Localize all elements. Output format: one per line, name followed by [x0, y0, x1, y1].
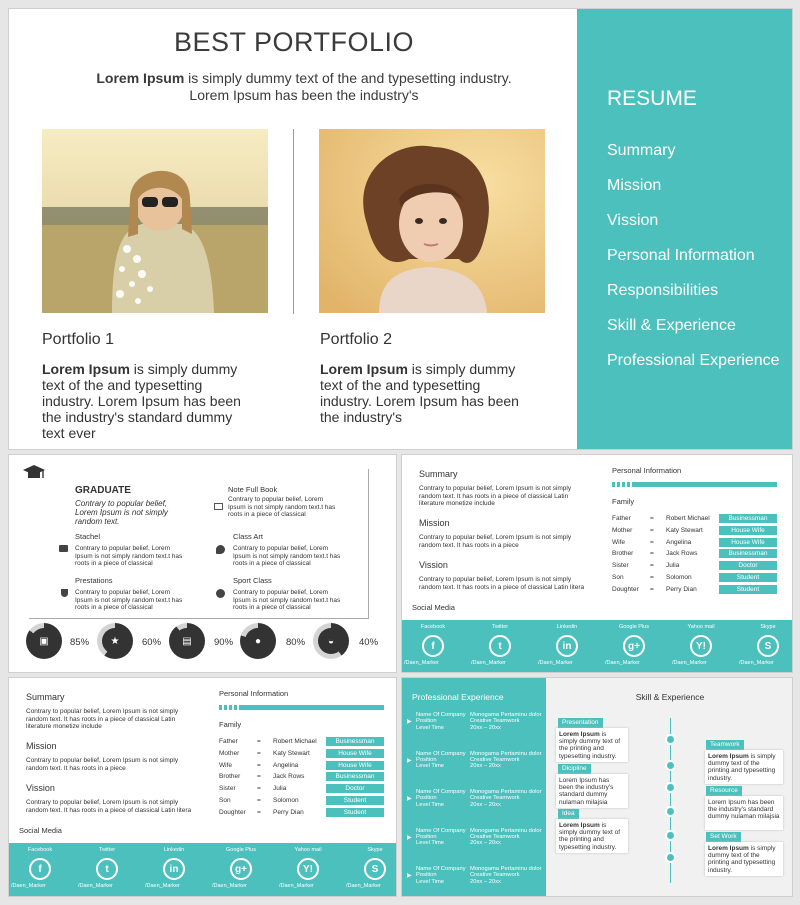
- family-eq: =: [257, 738, 261, 745]
- facebook-icon: f: [29, 858, 51, 880]
- entry-label-position: Position: [416, 872, 437, 879]
- family-relation: Sister: [219, 785, 236, 793]
- timeline-dot: [665, 806, 676, 817]
- entry-values: [470, 789, 546, 808]
- personal-info-title: Personal Information: [219, 689, 289, 698]
- family-relation: Sister: [612, 562, 629, 570]
- skill-card-bold: Lorem Ipsum: [708, 753, 749, 760]
- entry-label-time: Level Time: [416, 878, 445, 885]
- resume-title: RESUME: [607, 87, 697, 110]
- skype-icon: S: [757, 635, 779, 657]
- skill-card: [705, 842, 783, 876]
- entry-time: 20xx – 20xx: [470, 840, 501, 847]
- family-role-badge: Student: [719, 573, 777, 582]
- family-eq: =: [650, 526, 654, 534]
- entry-company: Monogama Pertaminu dolor: [470, 712, 542, 718]
- stat-palette-label: 80%: [286, 637, 306, 648]
- social-twitter[interactable]: [471, 624, 525, 666]
- resume-item-mission[interactable]: Mission: [607, 177, 662, 194]
- family-name: Katy Stewart: [273, 749, 310, 757]
- social-handle: /Daen_Marker: [605, 660, 640, 666]
- skill-tag: Presentation: [558, 718, 603, 728]
- subtitle-line2: Lorem Ipsum has been the industry's: [189, 87, 419, 103]
- entry-label-position: Position: [416, 756, 437, 763]
- book-icon: ▤: [174, 628, 200, 654]
- family-role-badge: House Wife: [326, 761, 384, 770]
- twitter-icon: t: [489, 635, 511, 657]
- entry-label-time: Level Time: [416, 763, 445, 770]
- social-name: Yahoo mail: [294, 847, 322, 853]
- family-name: Solomon: [666, 574, 692, 581]
- family-role-badge: House Wife: [326, 749, 384, 758]
- social-handle: /Daen_Marker: [279, 883, 314, 889]
- portfolio-1-photo: [42, 129, 268, 313]
- social-name: Yahoo mail: [687, 624, 715, 630]
- portfolio-1-body: is simply dummy text of the and typesetting industry. Lorem Ipsum has been the industry's standard dummy text ever: [42, 361, 241, 441]
- stat-book-label: 90%: [214, 637, 234, 648]
- family-name: Jack Rows: [666, 550, 698, 558]
- briefcase-icon: [59, 545, 68, 552]
- family-relation: Brother: [612, 550, 634, 558]
- palette-icon: [216, 545, 225, 554]
- family-eq: =: [650, 585, 654, 593]
- experience-slide: [401, 677, 793, 897]
- entry-arrow-icon: ▶: [407, 719, 412, 725]
- skill-card-text: is simply dummy text of the printing and typesetting industry.: [559, 822, 621, 851]
- timeline-dot: [665, 852, 676, 863]
- class-art-title: Class Art: [233, 532, 264, 541]
- timeline-dot: [665, 734, 676, 745]
- resume-item-skill-experience[interactable]: Skill & Experience: [607, 317, 736, 334]
- entry-labels: [416, 712, 472, 731]
- professional-title: Professional Experience: [412, 692, 504, 702]
- entry-time: 20xx – 20xx: [470, 763, 501, 770]
- family-eq: =: [257, 808, 261, 816]
- mission-title: Mission: [419, 518, 450, 528]
- entry-label-position: Position: [416, 833, 437, 840]
- entry-labels: [416, 828, 472, 847]
- trophy-icon: ★: [102, 628, 128, 654]
- prestations-text: Contrary to popular belief, Lorem Ipsum is not simply random text.t has roots in a piece of classical: [75, 589, 183, 611]
- skill-card: [556, 728, 628, 762]
- social-google-plus[interactable]: [212, 847, 266, 889]
- family-eq: =: [650, 550, 654, 558]
- resume-item-professional-experience[interactable]: Professional Experience: [607, 352, 780, 369]
- family-eq: =: [257, 797, 261, 804]
- social-linkedin[interactable]: [538, 624, 592, 666]
- ball-icon: [216, 589, 225, 598]
- entry-company: Monogama Pertaminu dolor: [470, 827, 542, 834]
- social-name: Google Plus: [619, 624, 649, 630]
- portfolio-divider: [293, 129, 294, 314]
- vission-title: Vission: [419, 560, 448, 570]
- resume-item-personal-information[interactable]: Personal Information: [607, 247, 755, 264]
- skill-tag: Idea: [558, 809, 579, 819]
- vission-text: Contrary to popular belief, Lorem Ipsum is not simply random text. It has roots in a piece of classical Latin litera: [419, 576, 585, 591]
- stat-trophy: [97, 623, 133, 659]
- entry-values: [470, 828, 546, 847]
- graduate-quote: Contrary to popular belief, Lorem Ipsum is not simply random text.: [75, 499, 168, 526]
- family-eq: =: [257, 785, 261, 793]
- social-handle: /Daen_Marker: [346, 883, 381, 889]
- skype-icon: S: [364, 858, 386, 880]
- stat-briefcase: [26, 623, 62, 659]
- subtitle-bold: Lorem Ipsum: [96, 70, 185, 86]
- skill-panel: [546, 678, 793, 897]
- class-art-text: Contrary to popular belief, Lorem Ipsum is not simply random text.t has roots in a piece of classical: [233, 545, 341, 567]
- family-role-badge: Businessman: [326, 737, 384, 746]
- skill-card: [705, 750, 783, 784]
- family-relation: Mother: [612, 526, 633, 534]
- family-relation: Doughter: [612, 585, 639, 593]
- social-skype[interactable]: [739, 624, 793, 666]
- summary-text: Contrary to popular belief, Lorem Ipsum is not simply random text. It has roots in a piece of classical Latin literature monetize include: [419, 485, 572, 507]
- skill-card: [705, 796, 783, 830]
- skill-card-bold: Lorem Ipsum: [708, 845, 749, 852]
- social-facebook[interactable]: [404, 624, 458, 666]
- family-eq: =: [257, 773, 261, 781]
- note-book-text: Contrary to popular belief, Lorem Ipsum is not simply random text.t has roots in a piece of classical: [228, 496, 336, 518]
- facebook-icon: f: [422, 635, 444, 657]
- entry-position: Creative Teamwork: [470, 718, 520, 725]
- prestations-title: Prestations: [75, 576, 113, 585]
- portfolio-slide: [8, 8, 793, 450]
- family-role-badge: Doctor: [326, 784, 384, 793]
- entry-arrow-icon: ▶: [407, 757, 412, 764]
- social-google-plus[interactable]: [605, 624, 659, 666]
- timeline-line: [670, 718, 671, 883]
- yahoo-mail-icon: Y!: [297, 858, 319, 880]
- entry-company: Monogama Pertaminu dolor: [470, 789, 542, 795]
- entry-company: Monogama Pertaminu dolor: [470, 866, 542, 872]
- twitter-icon: t: [96, 858, 118, 880]
- entry-arrow-icon: ▶: [407, 834, 412, 841]
- stat-book: [169, 623, 205, 659]
- skill-card-text: is simply dummy text of the printing and typesetting industry.: [708, 753, 776, 782]
- skill-card-text: is simply dummy text of the printing and typesetting industry.: [559, 731, 621, 760]
- family-role-badge: Student: [719, 585, 777, 594]
- family-eq: =: [650, 574, 654, 581]
- entry-arrow-icon: ▶: [407, 796, 412, 802]
- portfolio-2-bold: Lorem Ipsum: [320, 361, 408, 377]
- social-handle: /Daen_Marker: [404, 660, 439, 666]
- family-role-badge: Student: [326, 808, 384, 817]
- skill-card-bold: Lorem Ipsum: [559, 731, 600, 738]
- family-relation: Father: [219, 738, 238, 745]
- family-name: Julia: [273, 785, 287, 793]
- timeline-dot: [665, 760, 676, 771]
- social-yahoo-mail[interactable]: [279, 847, 333, 889]
- vission-text: Contrary to popular belief, Lorem Ipsum is not simply random text. It has roots in a piece of classical Latin litera: [26, 799, 192, 814]
- entry-company: Monogama Pertaminu dolor: [470, 750, 542, 757]
- family-role-badge: Doctor: [719, 561, 777, 570]
- social-bar: [402, 620, 792, 673]
- family-name: Jack Rows: [273, 773, 305, 781]
- social-skype[interactable]: [346, 847, 397, 889]
- family-eq: =: [257, 749, 261, 757]
- resume-item-summary[interactable]: Summary: [607, 142, 676, 159]
- social-media-title: Social Media: [19, 826, 62, 835]
- resume-item-responsibilities[interactable]: Responsibilities: [607, 282, 719, 299]
- family-relation: Father: [612, 515, 631, 522]
- social-handle: /Daen_Marker: [739, 660, 774, 666]
- family-name: Angelina: [273, 761, 299, 769]
- entry-time: 20xx – 20xx: [470, 724, 501, 731]
- entry-label-position: Position: [416, 795, 437, 802]
- entry-labels: [416, 789, 472, 808]
- timeline-dot: [665, 830, 676, 841]
- social-handle: /Daen_Marker: [78, 883, 113, 889]
- stachel-title: Stachel: [75, 532, 101, 541]
- social-handle: /Daen_Marker: [672, 660, 707, 666]
- social-name: Google Plus: [226, 847, 256, 853]
- ball-icon: ◒: [318, 628, 344, 654]
- linkedin-icon: in: [556, 635, 578, 657]
- stat-ball-label: 40%: [359, 637, 379, 648]
- family-role-badge: Businessman: [326, 772, 384, 781]
- family-name: Julia: [666, 562, 680, 570]
- family-relation: Wife: [219, 761, 232, 769]
- portfolio-2-photo: [319, 129, 545, 313]
- summary-title: Summary: [26, 692, 65, 702]
- skill-title: Skill & Experience: [635, 692, 705, 702]
- sport-class-text: Contrary to popular belief, Lorem Ipsum is not simply random text.t has roots in a piece of classical: [233, 589, 341, 611]
- summary-slide-2: [8, 677, 397, 897]
- entry-time: 20xx – 20xx: [470, 878, 501, 885]
- family-role-badge: Businessman: [719, 549, 777, 558]
- family-name: Robert Michael: [273, 738, 317, 745]
- family-relation: Brother: [219, 773, 241, 781]
- family-name: Solomon: [273, 797, 299, 804]
- portfolio-2-title: Portfolio 2: [320, 331, 393, 348]
- social-handle: /Daen_Marker: [11, 883, 46, 889]
- social-name: Skype: [367, 847, 383, 853]
- personal-info-bar: [219, 705, 384, 710]
- family-relation: Wife: [612, 538, 625, 546]
- google-plus-icon: g+: [623, 635, 645, 657]
- entry-label-company: Name Of Company: [416, 866, 466, 872]
- family-name: Angelina: [666, 538, 692, 546]
- yahoo-mail-icon: Y!: [690, 635, 712, 657]
- family-name: Robert Michael: [666, 515, 710, 522]
- entry-label-time: Level Time: [416, 801, 445, 808]
- social-name: Skype: [760, 624, 776, 630]
- social-linkedin[interactable]: [145, 847, 199, 889]
- stat-briefcase-label: 85%: [70, 637, 90, 648]
- social-name: Twitter: [98, 847, 116, 853]
- vission-title: Vission: [26, 783, 55, 793]
- entry-values: [470, 712, 546, 731]
- family-relation: Son: [612, 574, 624, 581]
- social-yahoo-mail[interactable]: [672, 624, 726, 666]
- skill-tag: Dicipline: [558, 764, 591, 774]
- entry-position: Creative Teamwork: [470, 833, 520, 840]
- social-name: Twitter: [491, 624, 509, 630]
- family-role-badge: Businessman: [719, 514, 777, 523]
- social-handle: /Daen_Marker: [145, 883, 180, 889]
- entry-arrow-icon: ▶: [407, 873, 412, 879]
- entry-values: [470, 866, 546, 885]
- family-eq: =: [650, 515, 654, 522]
- entry-label-position: Position: [416, 718, 437, 725]
- portfolio-2-body: is simply dummy text of the and typesetting industry. Lorem Ipsum has been the industry's: [320, 361, 519, 425]
- stat-ball: [313, 623, 349, 659]
- palette-icon: ●: [245, 628, 271, 654]
- skill-tag: Set Work: [706, 832, 741, 842]
- family-eq: =: [257, 761, 261, 769]
- briefcase-icon: ▣: [31, 628, 57, 654]
- entry-label-company: Name Of Company: [416, 750, 466, 757]
- mission-text: Contrary to popular belief, Lorem Ipsum is not simply random text. It has roots in a piece: [419, 534, 572, 549]
- google-plus-icon: g+: [230, 858, 252, 880]
- family-name: Katy Stewart: [666, 526, 703, 534]
- graduation-cap-icon: [23, 463, 45, 483]
- family-role-badge: House Wife: [719, 538, 777, 547]
- professional-panel: [402, 678, 546, 897]
- entry-label-company: Name Of Company: [416, 712, 466, 718]
- linkedin-icon: in: [163, 858, 185, 880]
- social-handle: /Daen_Marker: [471, 660, 506, 666]
- subtitle-rest: is simply dummy text of the and typesetting industry.: [184, 70, 512, 86]
- note-book-title: Note Full Book: [228, 485, 278, 494]
- portfolio-1-bold: Lorem Ipsum: [42, 361, 130, 377]
- mission-title: Mission: [26, 741, 57, 751]
- portfolio-1-text: [42, 361, 257, 441]
- resume-panel: [577, 9, 793, 450]
- mission-text: Contrary to popular belief, Lorem Ipsum is not simply random text. It has roots in a piece: [26, 757, 179, 772]
- graduate-title: GRADUATE: [75, 485, 131, 496]
- skill-card-text: is simply dummy text of the printing and typesetting industry.: [708, 845, 776, 874]
- family-name: Perry Dian: [666, 585, 697, 593]
- entry-position: Creative Teamwork: [470, 872, 520, 879]
- resume-item-vission[interactable]: Vission: [607, 212, 659, 229]
- social-media-title: Social Media: [412, 603, 455, 612]
- social-bar: [9, 843, 396, 897]
- family-eq: =: [650, 538, 654, 546]
- sport-class-title: Sport Class: [233, 576, 272, 585]
- entry-labels: [416, 751, 472, 770]
- family-eq: =: [650, 562, 654, 570]
- trophy-icon: [61, 589, 68, 597]
- social-name: Facebook: [420, 624, 446, 630]
- skill-card: [556, 819, 628, 853]
- skill-card-text: Lorem Ipsum has been the industry's standard dummy nulaman milajsia: [708, 799, 780, 821]
- entry-label-company: Name Of Company: [416, 827, 466, 834]
- social-handle: /Daen_Marker: [538, 660, 573, 666]
- stat-palette: [240, 623, 276, 659]
- family-title: Family: [612, 497, 635, 506]
- timeline-dot: [665, 782, 676, 793]
- summary-text: Contrary to popular belief, Lorem Ipsum is not simply random text. It has roots in a piece of classical Latin literature monetize include: [26, 708, 179, 730]
- social-facebook[interactable]: [11, 847, 65, 889]
- entry-time: 20xx – 20xx: [470, 801, 501, 808]
- skill-card-text: Lorem Ipsum has been the industry's standard dummy nulaman milajsia: [559, 777, 614, 806]
- page-title: BEST PORTFOLIO: [173, 27, 415, 57]
- social-twitter[interactable]: [78, 847, 132, 889]
- personal-info-title: Personal Information: [612, 466, 682, 475]
- social-handle: /Daen_Marker: [212, 883, 247, 889]
- entry-label-company: Name Of Company: [416, 789, 466, 795]
- portfolio-2-text: [320, 361, 535, 425]
- skill-tag: Resource: [706, 786, 742, 796]
- entry-labels: [416, 866, 472, 885]
- family-title: Family: [219, 720, 242, 729]
- entry-position: Creative Teamwork: [470, 795, 520, 802]
- family-name: Perry Dian: [273, 808, 304, 816]
- entry-values: [470, 751, 546, 770]
- family-role-badge: House Wife: [719, 526, 777, 535]
- summary-title: Summary: [419, 469, 458, 479]
- family-role-badge: Student: [326, 796, 384, 805]
- page-subtitle: [39, 70, 569, 104]
- skill-card: [556, 774, 628, 808]
- social-name: Linkedin: [556, 624, 578, 630]
- portfolio-1-title: Portfolio 1: [42, 331, 115, 348]
- family-relation: Doughter: [219, 808, 246, 816]
- stachel-text: Contrary to popular belief, Lorem Ipsum is not simply random text.t has roots in a piece of classical: [75, 545, 183, 567]
- stat-trophy-label: 60%: [142, 637, 162, 648]
- family-relation: Mother: [219, 749, 240, 757]
- skill-tag: Teamwork: [706, 740, 744, 750]
- entry-label-time: Level Time: [416, 724, 445, 731]
- personal-info-bar: [612, 482, 777, 487]
- graduate-slide: [8, 454, 397, 673]
- entry-position: Creative Teamwork: [470, 756, 520, 763]
- note-book-icon: [214, 503, 223, 510]
- family-relation: Son: [219, 797, 231, 804]
- entry-label-time: Level Time: [416, 840, 445, 847]
- summary-slide-1: [401, 454, 793, 673]
- social-name: Facebook: [27, 847, 53, 853]
- skill-card-bold: Lorem Ipsum: [559, 822, 600, 829]
- social-name: Linkedin: [163, 847, 185, 853]
